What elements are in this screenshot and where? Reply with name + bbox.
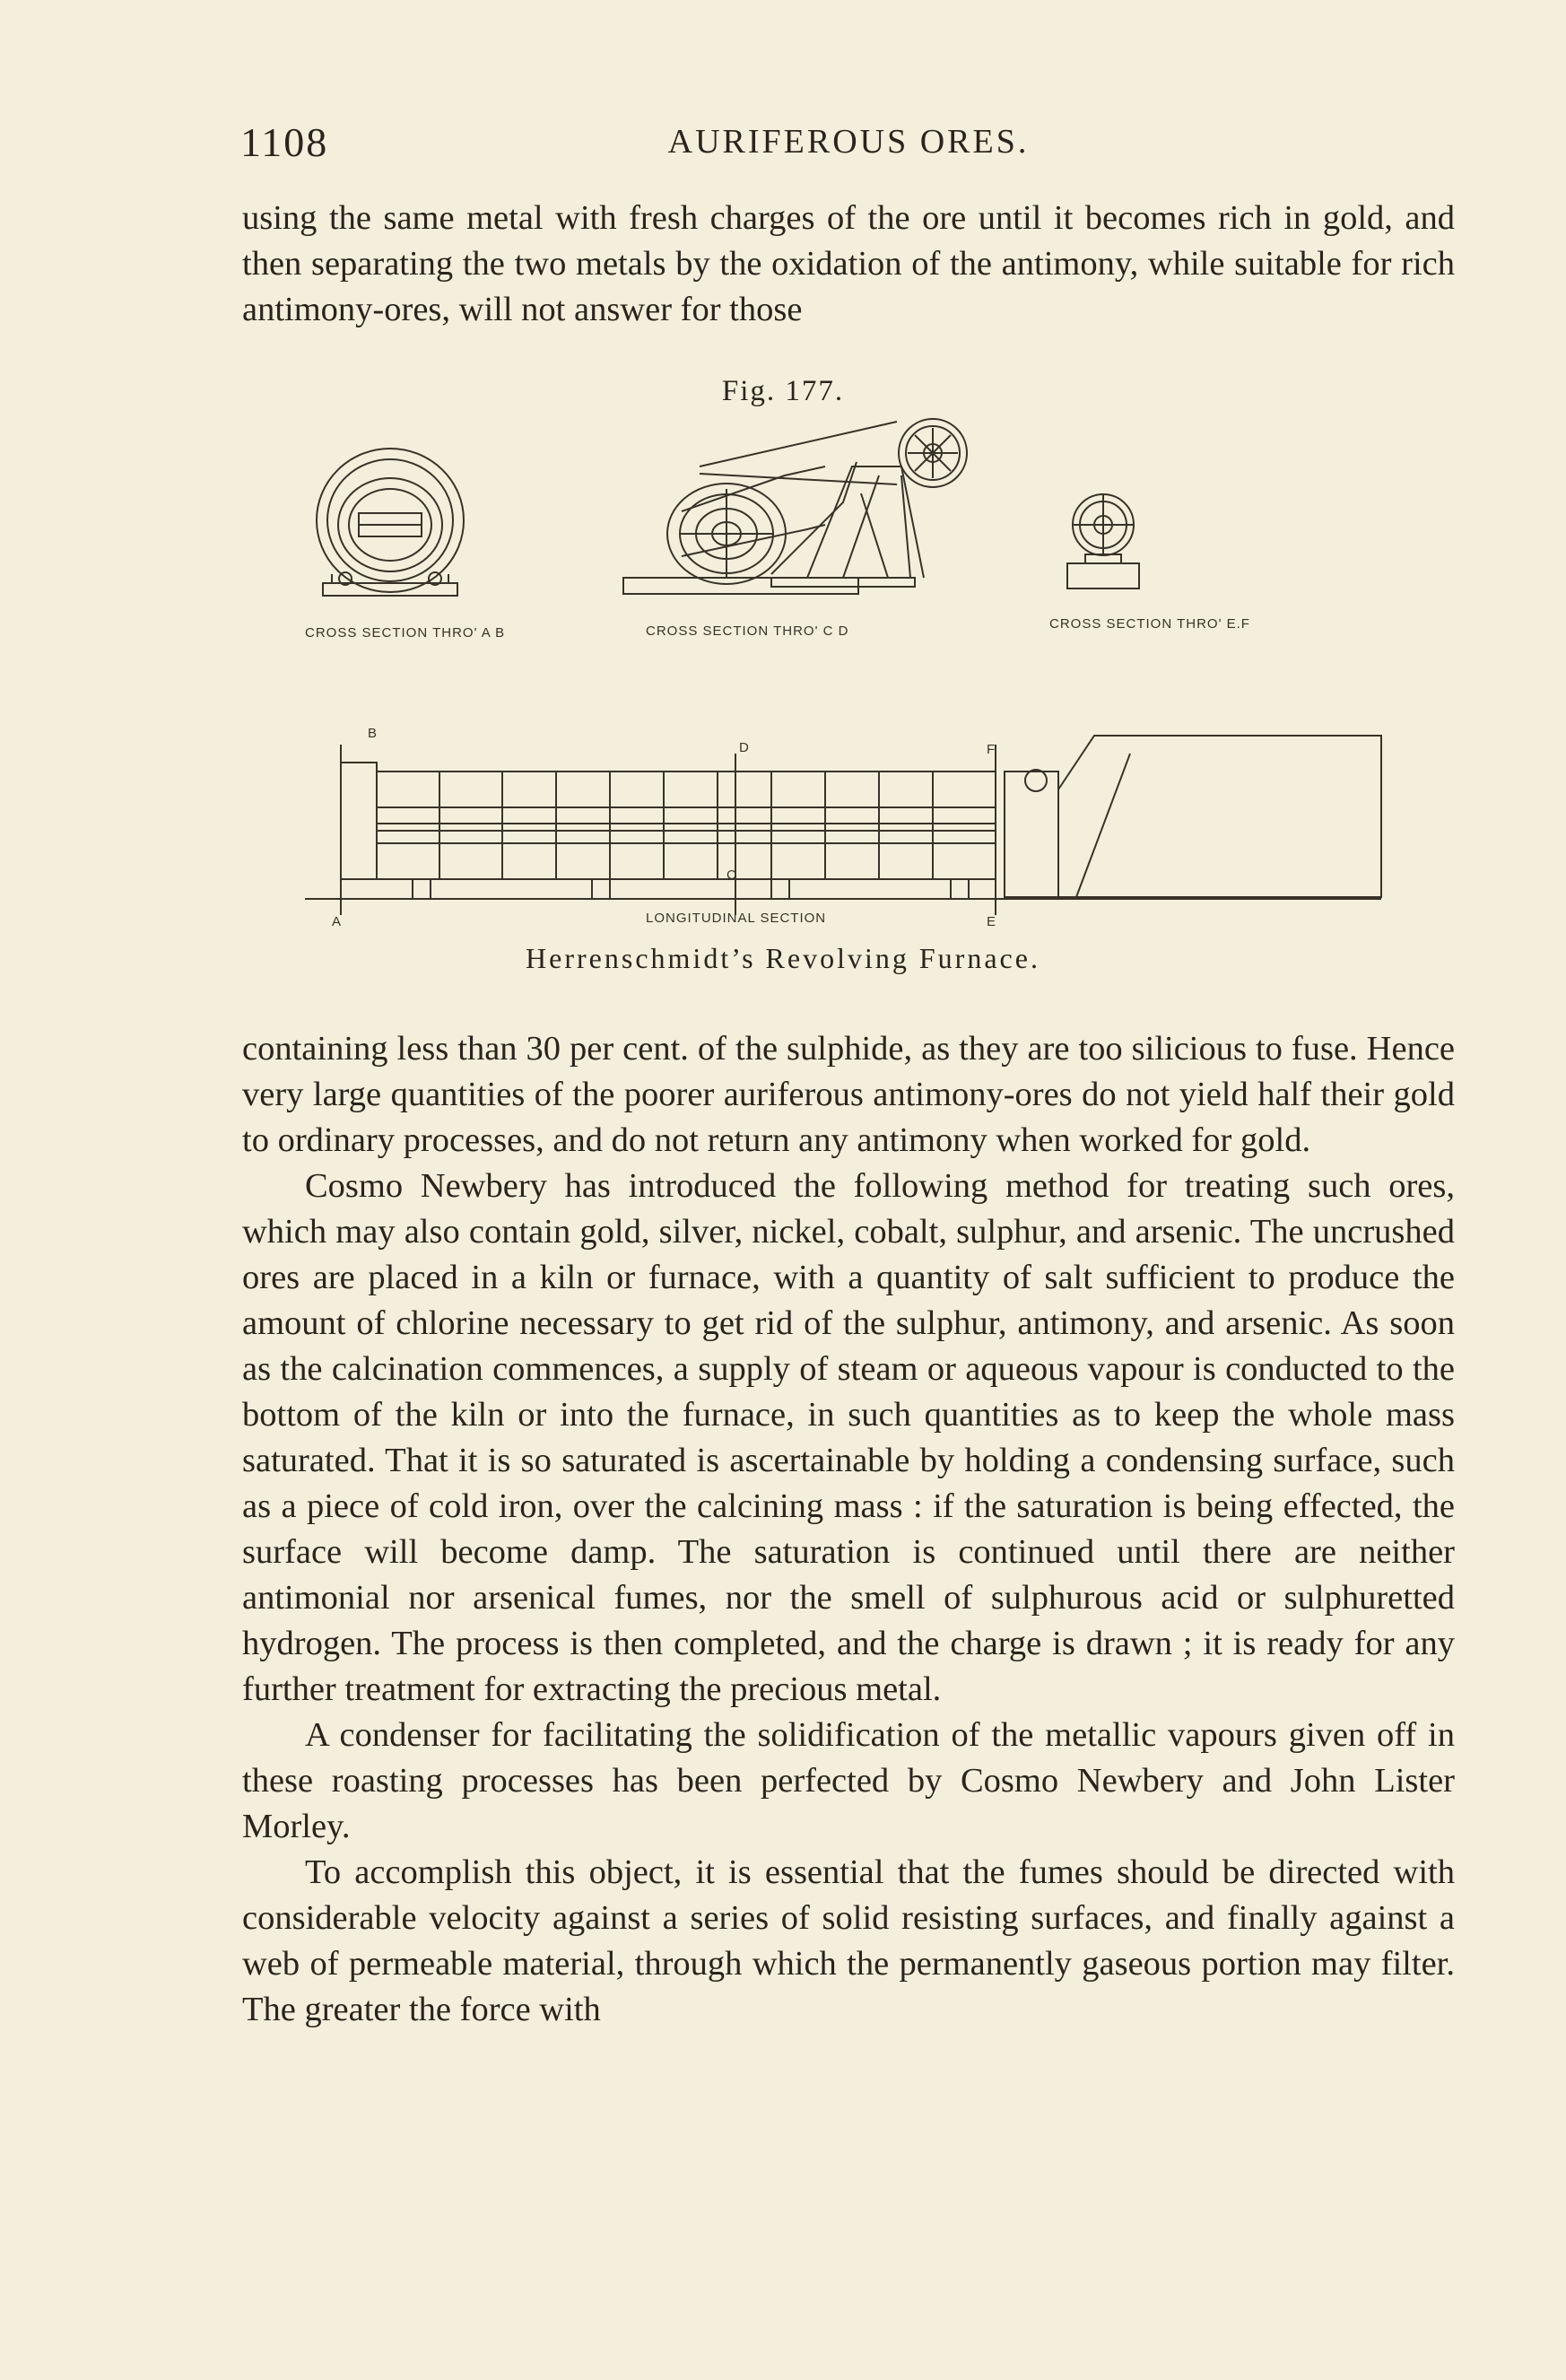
paragraph: To accomplish this object, it is essential that the fumes should be directed with considerable velocity against a series of solid resisting surfaces, and finally against a web of permeable material, through which the permanently gaseous portion may filter. The greater the force with	[242, 1853, 1455, 2028]
paragraph: containing less than 30 per cent. of the sulphide, as they are too silicious to fuse. Hence very large quantities of the poorer auriferous antimony-ores do not yield half their gold to ordinary processes, and do not return any antimony when worked for gold.	[242, 1030, 1455, 1159]
cross-section-cd-drawing	[623, 419, 967, 594]
body-text-bottom	[242, 1026, 1455, 2033]
label-cross-section-ab: CROSS SECTION THRO' A B	[305, 625, 506, 641]
figure-label: Fig. 177.	[721, 375, 845, 407]
page-header	[240, 118, 1457, 172]
cross-section-ef-drawing	[1067, 494, 1139, 588]
cross-section-ab-drawing	[317, 449, 464, 596]
label-longitudinal-section: LONGITUDINAL SECTION	[646, 911, 827, 926]
body-text-top	[242, 196, 1455, 333]
furnace-illustration	[305, 413, 1399, 951]
running-title: AURIFEROUS ORES.	[667, 123, 1030, 161]
label-cross-section-cd: CROSS SECTION THRO' C D	[646, 623, 849, 639]
paragraph: using the same metal with fresh charges of the ore until it becomes rich in gold, and then separating the two metals by the oxidation of the antimony, while suitable for rich antimony-ores, will not answer for those	[242, 199, 1455, 328]
paragraph: A condenser for facilitating the solidification of the metallic vapours given off in these roasting processes has been perfected by Cosmo Newbery and John Lister Morley.	[242, 1716, 1455, 1845]
figure-caption: Herrenschmidt’s Revolving Furnace.	[526, 942, 1040, 974]
label-cross-section-ef: CROSS SECTION THRO' E.F	[1049, 616, 1250, 632]
longitudinal-section-drawing	[305, 736, 1381, 915]
paragraph: Cosmo Newbery has introduced the following method for treating such ores, which may also contain gold, silver, nickel, cobalt, sulphur, and arsenic. The uncrushed ores are placed in a kiln or furnace, with a quantity of salt sufficient to produce the amount of chlorine necessary to get rid of the sulphur, antimony, and arsenic. As soon as the calcination commences, a supply of steam or aqueous vapour is conducted to the bottom of the kiln or into the furnace, in such quantities as to keep the whole mass saturated. That it is so saturated is ascertainable by holding a condensing surface, such as a piece of cold iron, over the calcining mass : if the saturation is being effected, the surface will become damp. The saturation is continued until there are neither antimonial nor arsenical fumes, nor the smell of sulphurous acid or sulphuretted hydrogen. The process is then completed, and the charge is drawn ; it is ready for any further treatment for extracting the precious metal.	[242, 1167, 1455, 1708]
letter-b: B	[368, 726, 378, 741]
page-number: 1108	[240, 119, 329, 165]
letter-f: F	[987, 742, 996, 757]
letter-c: C	[726, 867, 737, 883]
letter-d: D	[739, 740, 750, 755]
letter-e: E	[987, 914, 997, 929]
letter-a: A	[332, 914, 343, 929]
